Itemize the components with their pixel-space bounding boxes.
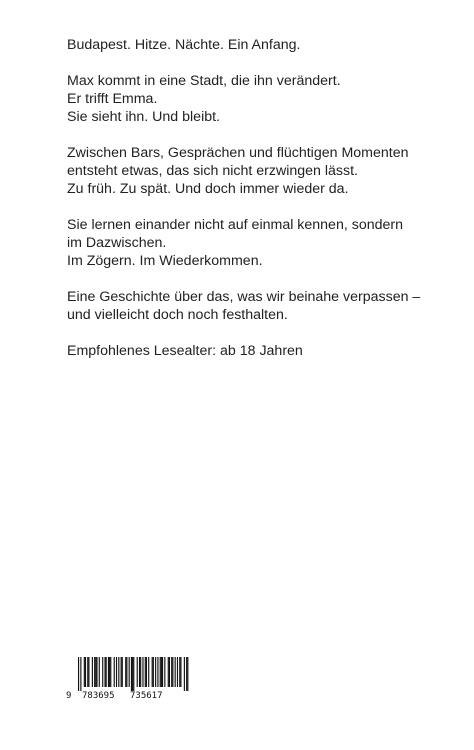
barcode-bar — [161, 657, 162, 687]
blurb-line: Sie lernen einander nicht auf einmal kennen, sondern — [67, 217, 403, 233]
barcode-bar — [157, 657, 158, 687]
barcode-bars — [66, 657, 190, 691]
barcode-bar — [125, 657, 126, 687]
barcode-bar — [118, 657, 119, 687]
barcode-bar — [184, 657, 185, 691]
barcode-bar — [162, 657, 163, 687]
barcode-bar — [84, 657, 85, 687]
barcode-bar — [88, 657, 89, 687]
barcode-bar — [87, 657, 88, 687]
barcode-bar — [95, 657, 96, 687]
blurb-paragraph — [67, 144, 417, 198]
blurb-line: Zu früh. Zu spät. Und doch immer wieder da. — [67, 181, 349, 197]
blurb-line: Eine Geschichte über das, was wir beinahe verpassen – — [67, 289, 421, 305]
barcode-bar — [160, 657, 161, 687]
barcode-bar — [94, 657, 95, 687]
barcode-bar — [108, 657, 109, 687]
barcode-bar — [92, 657, 93, 687]
barcode-bar — [121, 657, 122, 687]
barcode-bar — [116, 657, 117, 687]
isbn-digits-right: 735617 — [130, 691, 163, 701]
barcode-bar — [171, 657, 172, 687]
barcode-bar — [186, 657, 187, 691]
barcode-bar — [153, 657, 154, 687]
barcode-bar — [99, 657, 100, 687]
blurb-text — [67, 36, 421, 360]
blurb-line: Er trifft Emma. — [67, 91, 158, 107]
barcode-bar — [106, 657, 107, 687]
barcode-bar — [148, 657, 149, 687]
barcode-bar — [102, 657, 103, 687]
barcode-bar — [129, 657, 130, 687]
blurb-paragraph — [67, 72, 417, 126]
barcode-bar — [180, 657, 181, 687]
isbn-barcode — [66, 657, 190, 703]
barcode-bar — [85, 657, 86, 687]
barcode-bar — [168, 657, 169, 687]
barcode-bar — [179, 657, 180, 687]
barcode-bar — [78, 657, 79, 691]
blurb-line: Max kommt in eine Stadt, die ihn verändert. — [67, 73, 341, 89]
barcode-bar — [131, 657, 132, 691]
age-recommendation: Empfohlenes Lesealter: ab 18 Jahren — [67, 343, 303, 359]
barcode-bar — [164, 657, 165, 687]
barcode-bar — [132, 657, 133, 691]
barcode-bar — [114, 657, 115, 687]
blurb-paragraph — [67, 216, 417, 270]
blurb-paragraph — [67, 36, 417, 54]
barcode-bar — [140, 657, 141, 687]
blurb-line: Zwischen Bars, Gesprächen und flüchtigen Momenten — [67, 145, 409, 161]
barcode-bar — [122, 657, 123, 687]
barcode-bar — [175, 657, 176, 687]
isbn-digits-left: 783695 — [82, 691, 115, 701]
barcode-bar — [96, 657, 97, 687]
barcode-bar — [142, 657, 143, 687]
barcode-bar — [104, 657, 105, 687]
barcode-bar — [145, 657, 146, 687]
barcode-bar — [110, 657, 111, 687]
barcode-bar — [109, 657, 110, 687]
blurb-line: Budapest. Hitze. Nächte. Ein Anfang. — [67, 37, 301, 53]
barcode-bar — [146, 657, 147, 687]
barcode-bar — [172, 657, 173, 687]
barcode-bar — [155, 657, 156, 687]
blurb-paragraph — [67, 288, 421, 324]
barcode-bar — [152, 657, 153, 687]
barcode-bar — [137, 657, 138, 687]
blurb-line: Sie sieht ihn. Und bleibt. — [67, 109, 221, 125]
blurb-line: entsteht etwas, das sich nicht erzwingen lässt. — [67, 163, 358, 179]
barcode-bar — [169, 657, 170, 687]
barcode-bar — [177, 657, 178, 687]
blurb-line: und vielleicht doch noch festhalten. — [67, 307, 288, 323]
barcode-bar — [139, 657, 140, 687]
blurb-line: Im Zögern. Im Wiederkommen. — [67, 253, 263, 269]
barcode-bar — [133, 657, 134, 691]
barcode-bar — [126, 657, 127, 687]
isbn-digit-prefix: 9 — [66, 691, 72, 701]
blurb-line: im Dazwischen. — [67, 235, 167, 251]
barcode-bar — [80, 657, 81, 691]
barcode-bar — [187, 657, 188, 691]
